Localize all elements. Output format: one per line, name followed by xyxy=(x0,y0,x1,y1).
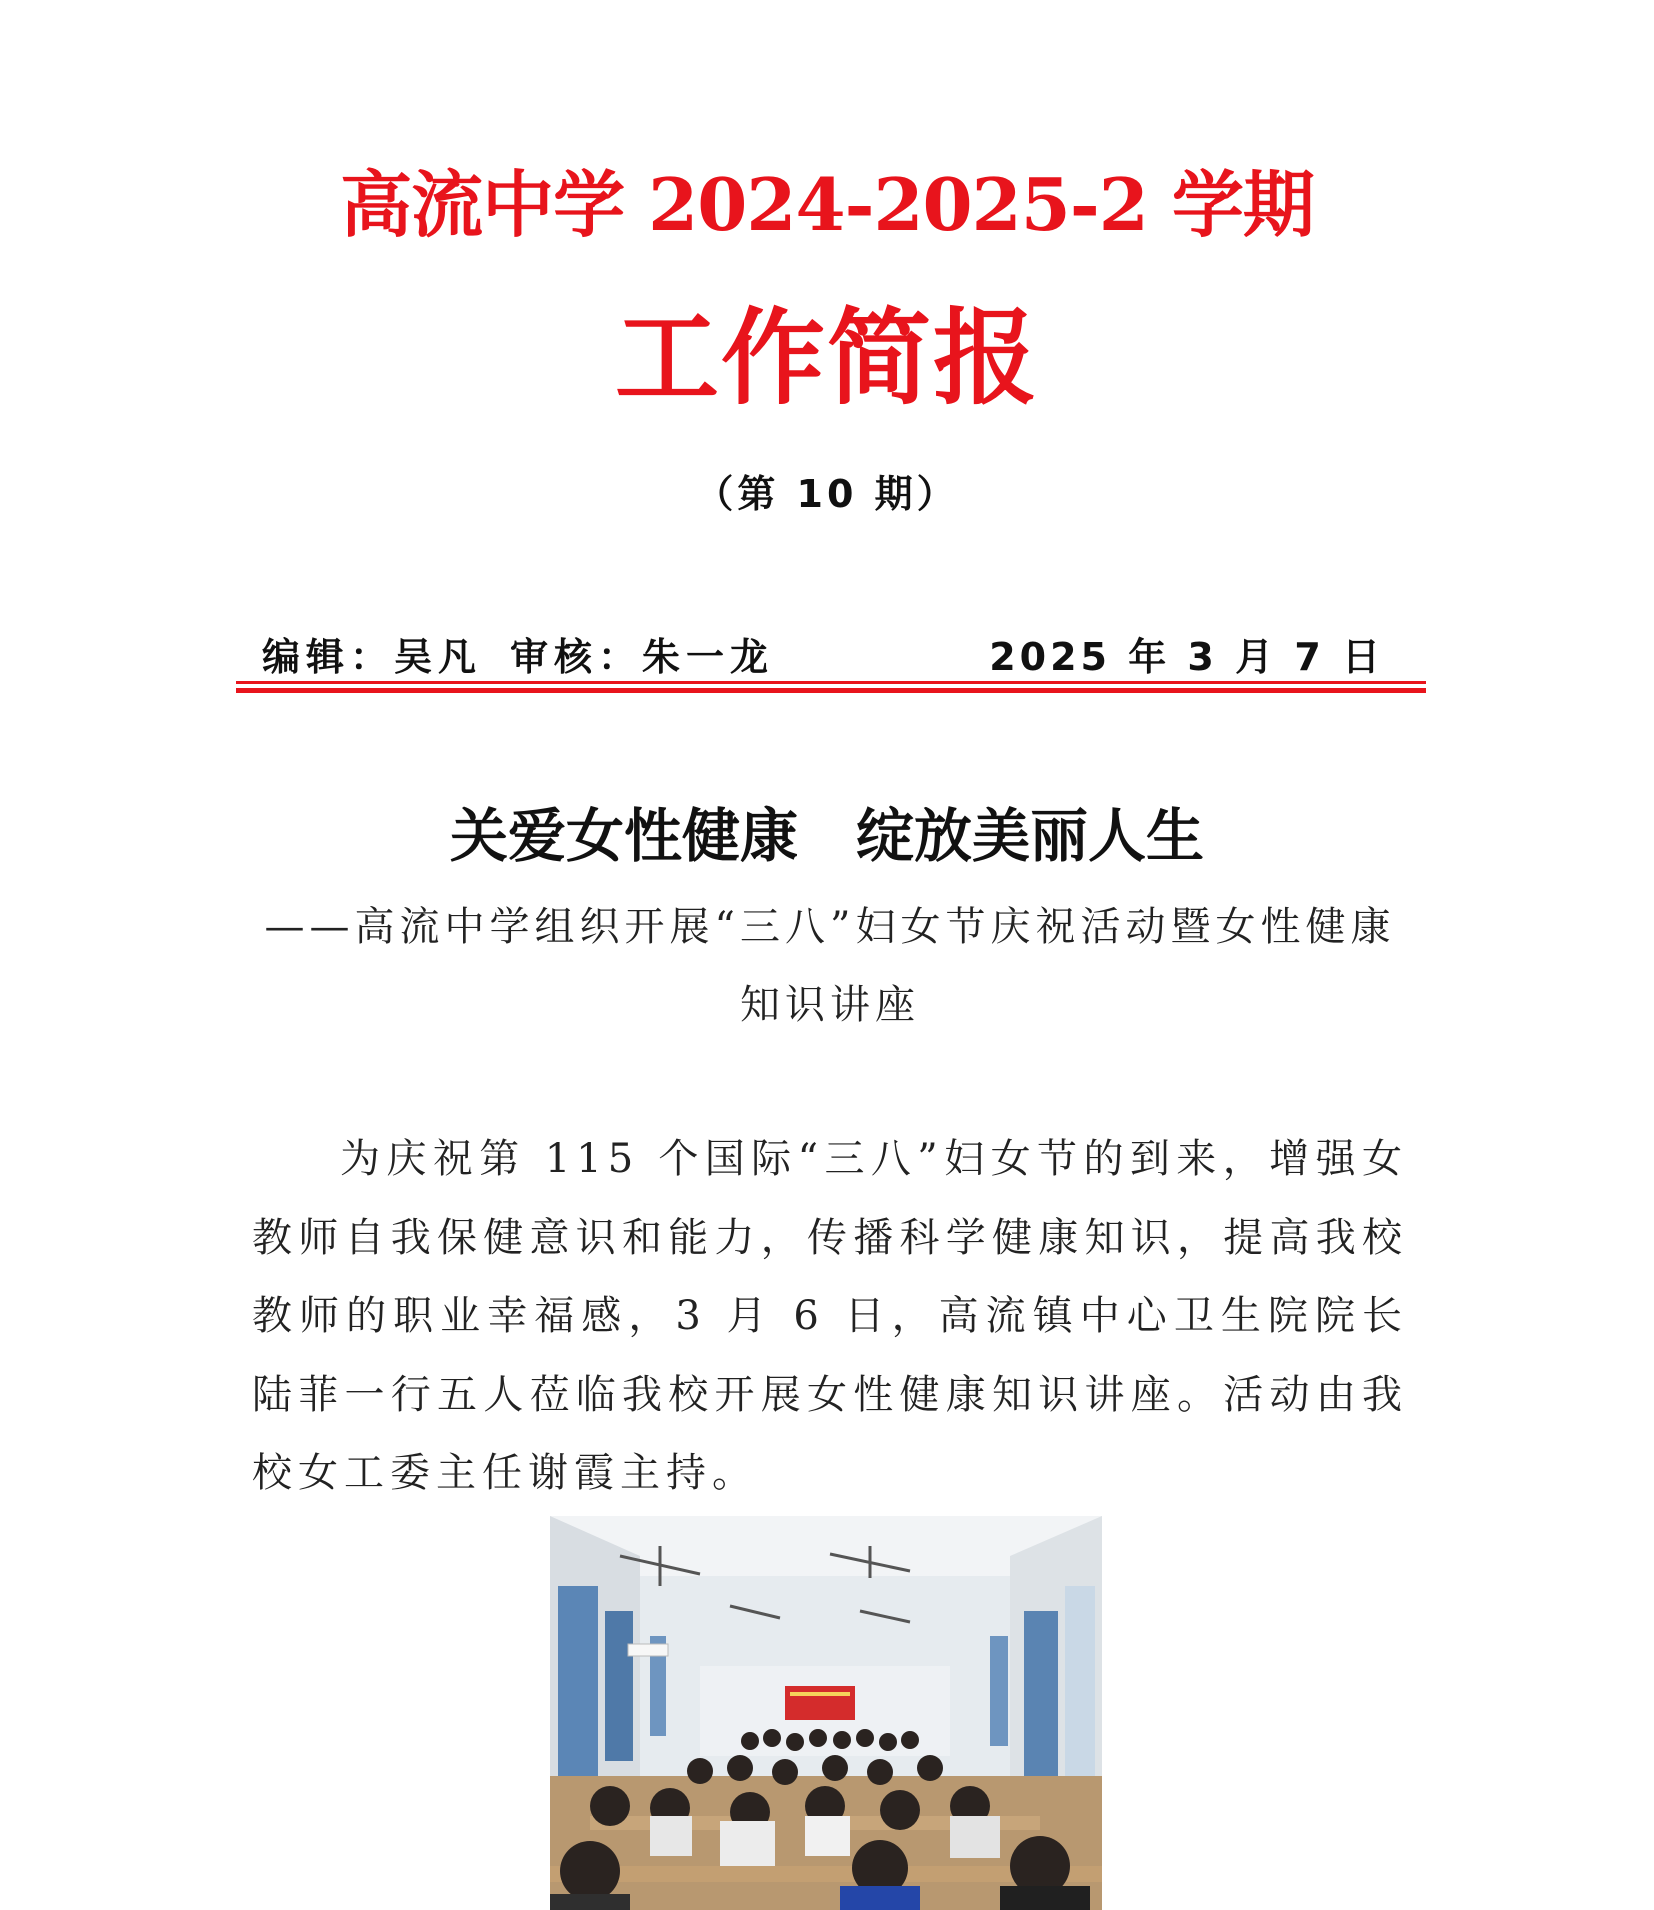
article-subtitle: ——高流中学组织开展“三八”妇女节庆祝活动暨女性健康知识讲座 xyxy=(264,904,1396,1028)
editor-reviewer-line xyxy=(262,632,774,682)
bulletin-school-title: 高流中学 2024-2025-2 学期 xyxy=(340,162,1314,247)
editor: 编辑：吴凡 xyxy=(262,635,483,679)
article-paragraph: 为庆祝第 115 个国际“三八”妇女节的到来，增强女教师自我保健意识和能力，传播科学健康知识，提高我校教师的职业幸福感，3 月 6 日，高流镇中心卫生院院长陆菲一行五人莅临我校开展女性健康知识讲座。活动由我校女工委主任谢霞主持。 xyxy=(252,1136,1408,1496)
reviewer: 审核：朱一龙 xyxy=(510,635,775,679)
publish-date: 2025 年 3 月 7 日 xyxy=(989,635,1384,679)
lecture-hall-photo xyxy=(550,1516,1102,1910)
article-title: 关爱女性健康 绽放美丽人生 xyxy=(449,802,1204,870)
issue-number: （第 10 期） xyxy=(695,472,959,516)
bulletin-title: 工作简报 xyxy=(614,296,1039,419)
event-photo xyxy=(550,1516,1102,1910)
header-divider-thick xyxy=(236,688,1426,693)
header-divider-thin xyxy=(236,681,1426,684)
